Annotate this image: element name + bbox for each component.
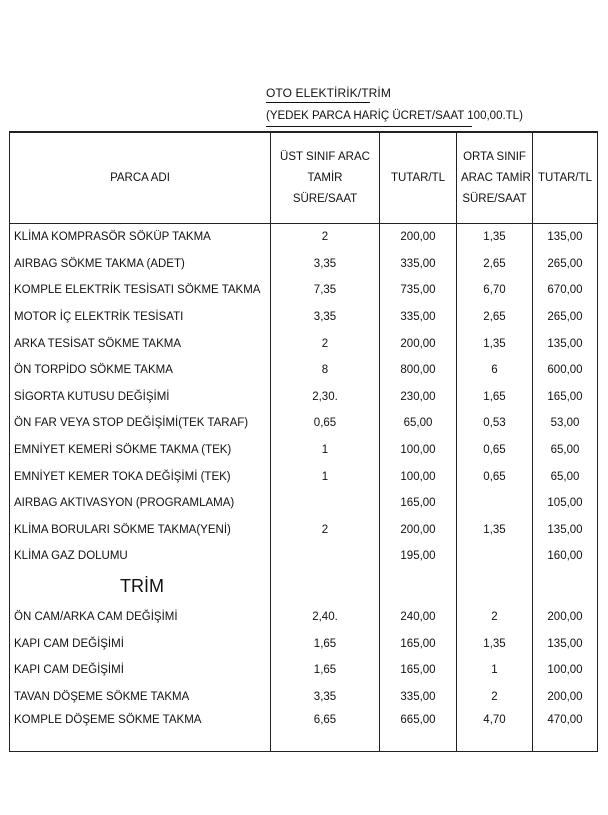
table-row xyxy=(10,330,598,357)
upper-amount-cell: 200,00 xyxy=(380,224,457,251)
part-name-cell: ÖN FAR VEYA STOP DEĞİŞİMİ(TEK TARAF) xyxy=(10,410,271,437)
table-row xyxy=(10,684,598,711)
part-name-cell: ARKA TESİSAT SÖKME TAKMA xyxy=(10,330,271,357)
part-name-cell: SİGORTA KUTUSU DEĞİŞİMİ xyxy=(10,384,271,411)
upper-amount-cell: 230,00 xyxy=(380,384,457,411)
part-name-cell: KAPI CAM DEĞİŞİMİ xyxy=(10,657,271,684)
upper-hours-cell: 1,65 xyxy=(271,657,380,684)
mid-hours-cell xyxy=(457,490,533,517)
table-row xyxy=(10,463,598,490)
upper-hours-cell: 2 xyxy=(271,224,380,251)
upper-amount-cell: 335,00 xyxy=(380,684,457,711)
mid-hours-cell: 6 xyxy=(457,357,533,384)
mid-amount-cell: 265,00 xyxy=(533,304,598,331)
mid-amount-cell: 200,00 xyxy=(533,604,598,631)
header-amount-upper: TUTAR/TL xyxy=(380,132,457,224)
upper-amount-cell: 665,00 xyxy=(380,710,457,752)
table-row xyxy=(10,604,598,631)
mid-hours-cell: 2,65 xyxy=(457,304,533,331)
mid-amount-cell: 135,00 xyxy=(533,330,598,357)
mid-amount-cell: 265,00 xyxy=(533,251,598,278)
mid-hours-cell: 1,35 xyxy=(457,330,533,357)
part-name-cell: KOMPLE DÖŞEME SÖKME TAKMA xyxy=(10,710,271,752)
header-upper-class-line2: TAMİR xyxy=(307,171,343,184)
header-upper-class-line1: ÜST SINIF ARAC xyxy=(280,150,370,163)
upper-hours-cell: 3,35 xyxy=(271,684,380,711)
mid-amount-cell: 65,00 xyxy=(533,463,598,490)
header-mid-class-hours xyxy=(457,132,533,224)
upper-hours-cell: 2,40. xyxy=(271,604,380,631)
mid-amount-cell: 200,00 xyxy=(533,684,598,711)
table-row xyxy=(10,384,598,411)
mid-hours-cell: 1 xyxy=(457,657,533,684)
upper-amount-cell: 65,00 xyxy=(380,410,457,437)
upper-hours-cell: 3,35 xyxy=(271,251,380,278)
upper-amount-cell: 735,00 xyxy=(380,277,457,304)
table-row xyxy=(10,251,598,278)
upper-hours-cell: 2,30. xyxy=(271,384,380,411)
upper-hours-cell: 1 xyxy=(271,437,380,464)
labor-rate-table xyxy=(9,131,598,752)
mid-amount-cell: 135,00 xyxy=(533,517,598,544)
part-name-cell: KAPI CAM DEĞİŞİMİ xyxy=(10,630,271,657)
part-name-cell: EMNİYET KEMERİ SÖKME TAKMA (TEK) xyxy=(10,437,271,464)
mid-hours-cell xyxy=(457,543,533,570)
mid-hours-cell: 4,70 xyxy=(457,710,533,752)
mid-amount-cell: 600,00 xyxy=(533,357,598,384)
header-mid-class-line2: ARAC TAMİR xyxy=(461,171,531,184)
empty-cell xyxy=(533,570,598,604)
upper-hours-cell: 1,65 xyxy=(271,630,380,657)
part-name-cell: TAVAN DÖŞEME SÖKME TAKMA xyxy=(10,684,271,711)
mid-amount-cell: 135,00 xyxy=(533,224,598,251)
header-mid-class-line3: SÜRE/SAAT xyxy=(462,192,527,205)
upper-hours-cell: 1 xyxy=(271,463,380,490)
part-name-cell: KLİMA GAZ DOLUMU xyxy=(10,543,271,570)
upper-hours-cell: 8 xyxy=(271,357,380,384)
upper-amount-cell: 335,00 xyxy=(380,251,457,278)
mid-hours-cell: 1,35 xyxy=(457,630,533,657)
part-name-cell: KOMPLE ELEKTRİK TESİSATI SÖKME TAKMA xyxy=(10,277,271,304)
table-row xyxy=(10,657,598,684)
upper-amount-cell: 165,00 xyxy=(380,657,457,684)
upper-hours-cell: 7,35 xyxy=(271,277,380,304)
table-row xyxy=(10,304,598,331)
mid-hours-cell: 0,65 xyxy=(457,463,533,490)
part-name-cell: KLİMA KOMPRASÖR SÖKÜP TAKMA xyxy=(10,224,271,251)
upper-hours-cell: 2 xyxy=(271,330,380,357)
document-title: OTO ELEKTİRİK/TRİM xyxy=(266,86,391,100)
empty-cell xyxy=(457,570,533,604)
part-name-cell: ÖN CAM/ARKA CAM DEĞİŞİMİ xyxy=(10,604,271,631)
mid-amount-cell: 135,00 xyxy=(533,630,598,657)
empty-cell xyxy=(380,570,457,604)
subtitle-underline xyxy=(266,126,472,127)
table-row xyxy=(10,630,598,657)
upper-hours-cell: 2 xyxy=(271,517,380,544)
part-name-cell: KLİMA BORULARI SÖKME TAKMA(YENİ) xyxy=(10,517,271,544)
mid-hours-cell: 1,65 xyxy=(457,384,533,411)
upper-amount-cell: 200,00 xyxy=(380,330,457,357)
header-upper-class-hours xyxy=(271,132,380,224)
part-name-cell: AIRBAG AKTIVASYON (PROGRAMLAMA) xyxy=(10,490,271,517)
upper-amount-cell: 195,00 xyxy=(380,543,457,570)
upper-amount-cell: 240,00 xyxy=(380,604,457,631)
mid-amount-cell: 165,00 xyxy=(533,384,598,411)
document-subtitle: (YEDEK PARCA HARİÇ ÜCRET/SAAT 100,00.TL) xyxy=(266,110,523,122)
mid-amount-cell: 670,00 xyxy=(533,277,598,304)
upper-amount-cell: 165,00 xyxy=(380,490,457,517)
mid-hours-cell: 2,65 xyxy=(457,251,533,278)
table-row xyxy=(10,490,598,517)
table-row xyxy=(10,224,598,251)
upper-hours-cell xyxy=(271,543,380,570)
table-row xyxy=(10,543,598,570)
upper-amount-cell: 165,00 xyxy=(380,630,457,657)
table-header-row xyxy=(10,132,598,224)
table-row xyxy=(10,357,598,384)
upper-amount-cell: 200,00 xyxy=(380,517,457,544)
mid-hours-cell: 0,53 xyxy=(457,410,533,437)
mid-amount-cell: 470,00 xyxy=(533,710,598,752)
mid-amount-cell: 160,00 xyxy=(533,543,598,570)
section-heading-trim: TRİM xyxy=(10,570,271,604)
mid-amount-cell: 53,00 xyxy=(533,410,598,437)
mid-hours-cell: 6,70 xyxy=(457,277,533,304)
mid-amount-cell: 100,00 xyxy=(533,657,598,684)
mid-amount-cell: 105,00 xyxy=(533,490,598,517)
title-underline xyxy=(266,102,370,103)
upper-hours-cell: 0,65 xyxy=(271,410,380,437)
upper-hours-cell xyxy=(271,490,380,517)
table-row xyxy=(10,517,598,544)
upper-amount-cell: 800,00 xyxy=(380,357,457,384)
upper-amount-cell: 335,00 xyxy=(380,304,457,331)
table-row xyxy=(10,277,598,304)
section-heading-row xyxy=(10,570,598,604)
part-name-cell: MOTOR İÇ ELEKTRİK TESİSATI xyxy=(10,304,271,331)
upper-amount-cell: 100,00 xyxy=(380,463,457,490)
part-name-cell: AIRBAG SÖKME TAKMA (ADET) xyxy=(10,251,271,278)
table-row xyxy=(10,710,598,752)
table-row xyxy=(10,437,598,464)
mid-amount-cell: 65,00 xyxy=(533,437,598,464)
mid-hours-cell: 1,35 xyxy=(457,517,533,544)
mid-hours-cell: 2 xyxy=(457,604,533,631)
upper-hours-cell: 6,65 xyxy=(271,710,380,752)
table-row xyxy=(10,410,598,437)
header-part-name: PARCA ADI xyxy=(10,132,271,224)
upper-amount-cell: 100,00 xyxy=(380,437,457,464)
mid-hours-cell: 0,65 xyxy=(457,437,533,464)
part-name-cell: EMNİYET KEMER TOKA DEĞİŞİMİ (TEK) xyxy=(10,463,271,490)
header-amount-mid: TUTAR/TL xyxy=(533,132,598,224)
mid-hours-cell: 2 xyxy=(457,684,533,711)
upper-hours-cell: 3,35 xyxy=(271,304,380,331)
mid-hours-cell: 1,35 xyxy=(457,224,533,251)
empty-cell xyxy=(271,570,380,604)
header-mid-class-line1: ORTA SINIF xyxy=(463,150,526,163)
header-upper-class-line3: SÜRE/SAAT xyxy=(292,192,358,205)
part-name-cell: ÖN TORPİDO SÖKME TAKMA xyxy=(10,357,271,384)
